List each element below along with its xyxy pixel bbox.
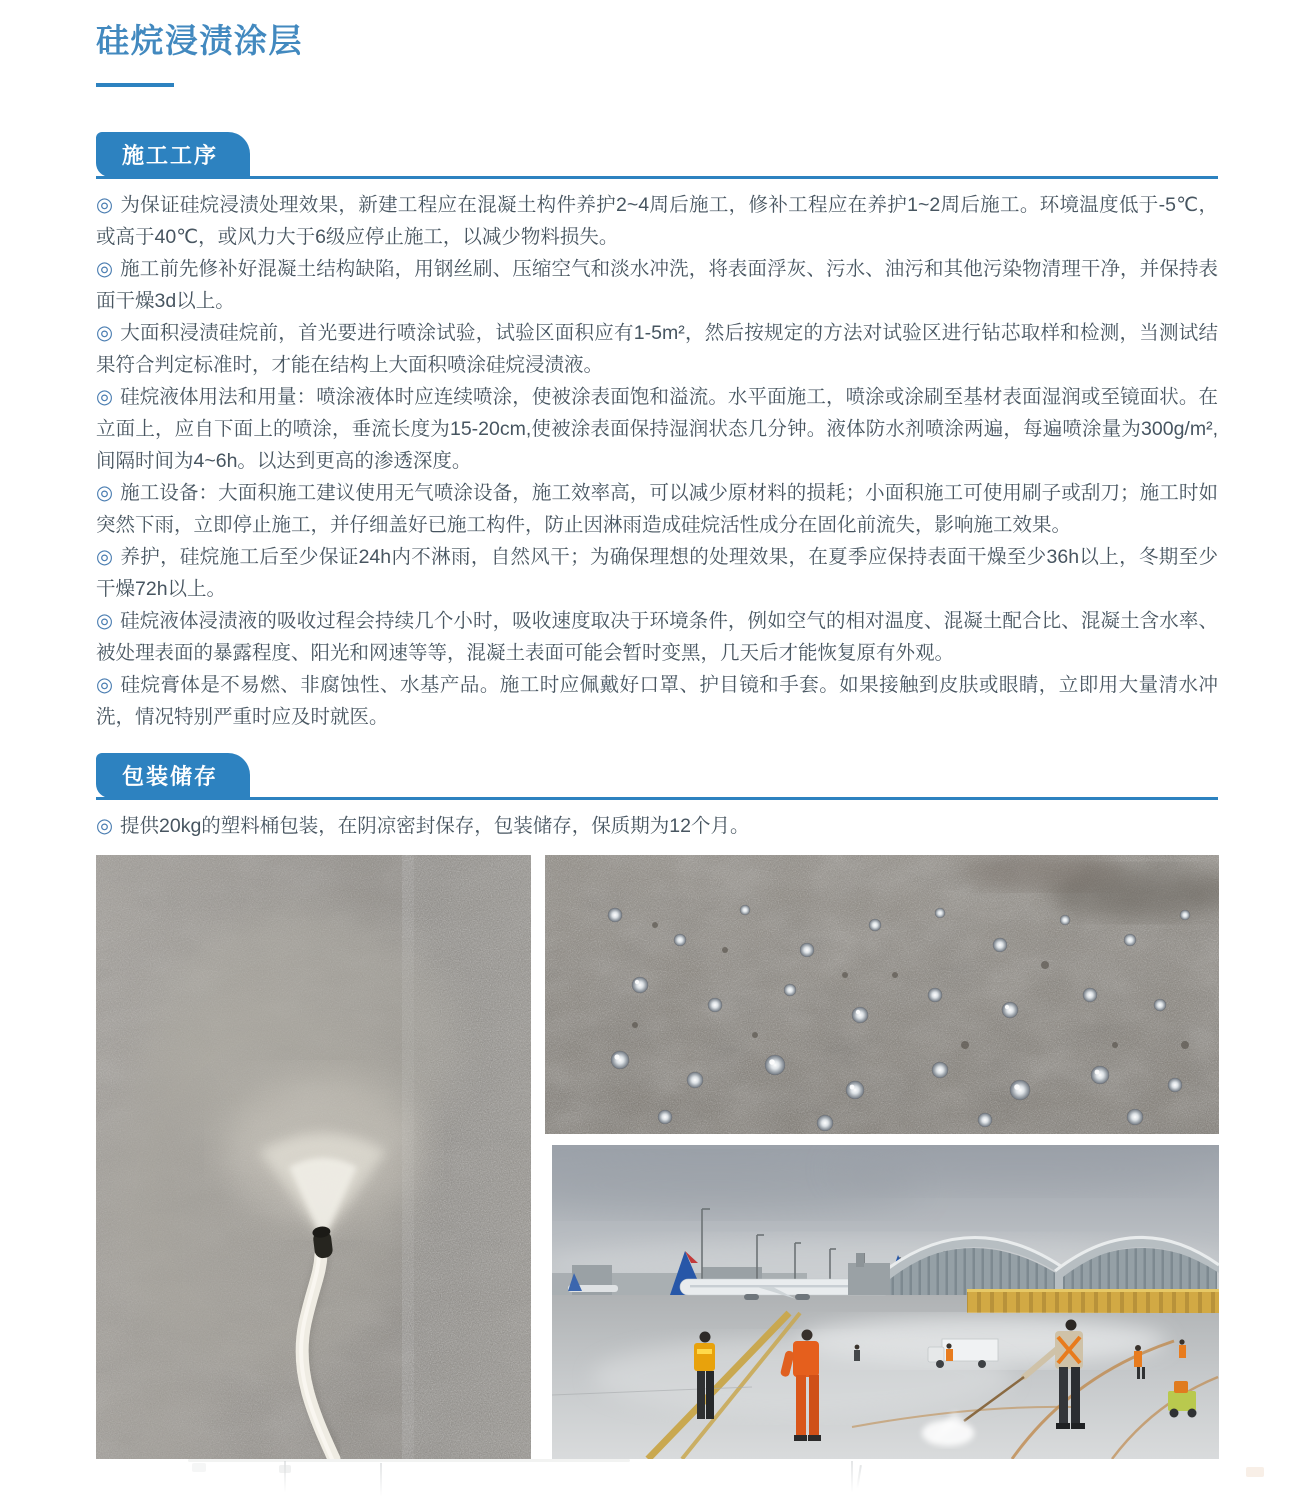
bullet-text: 为保证硅烷浸渍处理效果，新建工程应在混凝土构件养护2~4周后施工，修补工程应在养护1~2周后施工。环境温度低于-5℃，或高于40℃，或风力大于6级应停止施工，以减少物料损失。 [96, 194, 1218, 248]
bullet-circle-icon: ◎ [96, 815, 114, 837]
worker-left [694, 1332, 715, 1420]
document-section [96, 132, 1218, 733]
section-bullets [96, 810, 1218, 842]
bullet-paragraph [96, 810, 1218, 842]
title-underline [96, 83, 174, 87]
bullet-paragraph [96, 477, 1218, 541]
bullet-paragraph [96, 317, 1218, 381]
section-bullets [96, 189, 1218, 733]
photo-gallery [96, 855, 1218, 1459]
bullet-circle-icon: ◎ [96, 482, 114, 504]
bullet-circle-icon: ◎ [96, 386, 114, 408]
bullet-text: 施工设备：大面积施工建议使用无气喷涂设备，施工效率高，可以减少原材料的损耗；小面积施工可使用刷子或刮刀；施工时如突然下雨，立即停止施工，并仔细盖好已施工构件，防止因淋雨造成硅烷活性成分在固化前流失，影响施工效果。 [96, 482, 1218, 536]
bullet-circle-icon: ◎ [96, 194, 114, 216]
section-header-rule [96, 753, 1218, 800]
bullet-circle-icon: ◎ [96, 674, 114, 696]
section-badge-label: 包装储存 [122, 764, 219, 789]
bullet-circle-icon: ◎ [96, 258, 114, 280]
bullet-text: 大面积浸渍硅烷前，首光要进行喷涂试验，试验区面积应有1-5m²，然后按规定的方法对试验区进行钻芯取样和检测，当测试结果符合判定标准时，才能在结构上大面积喷涂硅烷浸渍液。 [96, 322, 1219, 376]
bullet-text: 硅烷液体浸渍液的吸收过程会持续几个小时，吸收速度取决于环境条件，例如空气的相对温度、混凝土配合比、混凝土含水率、被处理表面的暴露程度、阳光和网速等等，混凝土表面可能会暂时变黑，几天后才能恢复原有外观。 [96, 610, 1218, 664]
section-badge [96, 753, 250, 798]
bullet-text: 提供20kg的塑料桶包装，在阴凉密封保存，包装储存，保质期为12个月。 [120, 815, 750, 837]
bullet-paragraph [96, 605, 1218, 669]
concrete-spray-photo [96, 855, 531, 1459]
bullet-text: 施工前先修补好混凝土结构缺陷，用钢丝刷、压缩空气和淡水冲洗，将表面浮灰、污水、油污和其他污染物清理干净，并保持表面干燥3d以上。 [96, 258, 1218, 312]
bullet-text: 硅烷膏体是不易燃、非腐蚀性、水基产品。施工时应佩戴好口罩、护目镜和手套。如果接触到皮肤或眼睛，立即用大量清水冲洗，情况特别严重时应及时就医。 [96, 674, 1218, 728]
bullet-paragraph [96, 541, 1218, 605]
airport-apron-spray-photo [552, 1145, 1219, 1459]
bullet-circle-icon: ◎ [96, 546, 114, 568]
bullet-paragraph [96, 381, 1218, 477]
bullet-text: 硅烷液体用法和用量：喷涂液体时应连续喷涂，使被涂表面饱和溢流。水平面施工，喷涂或涂刷至基材表面湿润或至镜面状。在立面上，应自下面上的喷涂，垂流长度为15-20cm,使被涂表面保持湿润状态几分钟。液体防水剂喷涂两遍，每遍喷涂量为300g/m²,间隔时间为4~6h。以达到更高的渗透深度。 [96, 386, 1218, 472]
sections [96, 132, 1218, 842]
page-title: 硅烷浸渍涂层 [96, 22, 303, 59]
bullet-paragraph [96, 189, 1218, 253]
document-section [96, 753, 1218, 842]
bullet-circle-icon: ◎ [96, 322, 114, 344]
bullet-text: 养护，硅烷施工后至少保证24h内不淋雨，自然风干；为确保理想的处理效果，在夏季应保持表面干燥至少36h以上，冬期至少干燥72h以上。 [96, 546, 1219, 600]
bullet-paragraph [96, 253, 1218, 317]
water-beads-photo [545, 855, 1219, 1134]
section-header-rule [96, 132, 1218, 179]
bullet-paragraph [96, 669, 1218, 733]
photo-reflections [96, 1459, 1290, 1497]
photo-right-column [545, 855, 1219, 1459]
bullet-circle-icon: ◎ [96, 610, 114, 632]
section-badge-label: 施工工序 [122, 143, 219, 168]
section-badge [96, 132, 250, 177]
